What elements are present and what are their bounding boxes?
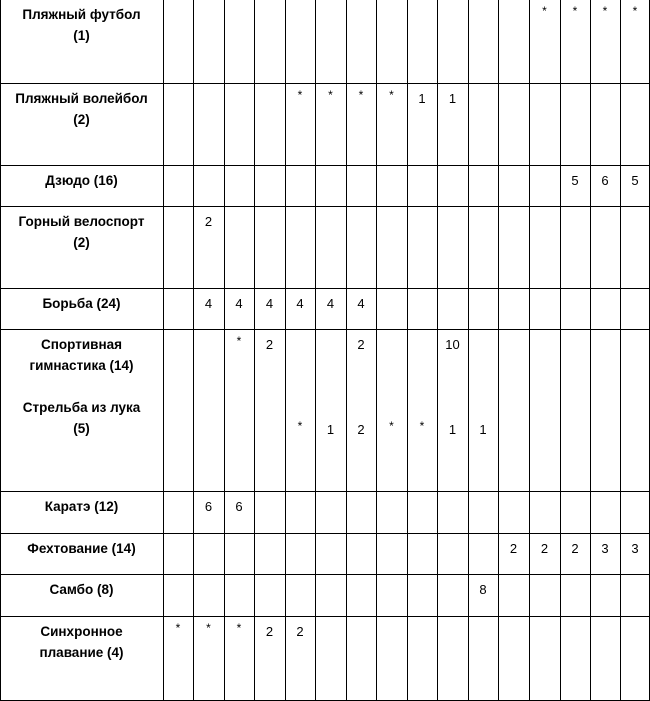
schedule-value: 4: [296, 296, 304, 311]
schedule-value: 1: [448, 422, 457, 437]
sport-name-line: (1): [73, 28, 90, 43]
schedule-mark-star: *: [542, 4, 547, 18]
schedule-value: 2: [357, 337, 365, 352]
sport-name-line: (2): [73, 235, 90, 250]
schedule-value: 2: [540, 541, 549, 556]
schedule-value: 2: [265, 624, 274, 639]
schedule-value: 2: [357, 422, 365, 437]
schedule-value: 1: [479, 422, 487, 437]
schedule-mark-star: *: [572, 4, 578, 18]
table-body: [15, 4, 638, 660]
schedule-mark-star: *: [297, 419, 303, 433]
sport-name-line: гимнастика (14): [29, 358, 134, 373]
sport-name-line: (2): [73, 112, 90, 127]
sport-name-line: Горный велоспорт: [18, 214, 145, 229]
schedule-value: 2: [571, 541, 579, 556]
schedule-mark-star: *: [419, 419, 425, 433]
schedule-mark-star: *: [358, 88, 364, 102]
schedule-value: 4: [204, 296, 213, 311]
sport-name-line: Синхронное: [40, 624, 123, 639]
sport-name-line: Фехтование (14): [27, 541, 136, 556]
sport-name-line: Борьба (24): [42, 296, 121, 311]
schedule-value: 6: [601, 173, 609, 188]
schedule-value: 10: [445, 337, 460, 352]
sport-name-line: плавание (4): [39, 645, 124, 660]
schedule-value: 3: [631, 541, 639, 556]
schedule-value: 4: [326, 296, 335, 311]
schedule-mark-star: *: [175, 621, 181, 635]
sport-name-line: Стрельба из лука: [22, 400, 141, 415]
sport-name-line: Каратэ (12): [44, 499, 119, 514]
schedule-value: 2: [265, 337, 274, 352]
schedule-mark-star: *: [389, 419, 394, 433]
sport-name-line: Пляжный волейбол: [15, 91, 148, 106]
schedule-value: 6: [204, 499, 213, 514]
sport-name-line: Пляжный футбол: [22, 7, 141, 22]
sport-name-line: Дзюдо (16): [45, 173, 118, 188]
schedule-mark-star: *: [602, 4, 608, 18]
schedule-value: 5: [631, 173, 639, 188]
sport-name-line: (5): [73, 421, 90, 436]
schedule-mark-star: *: [206, 621, 211, 635]
schedule-value: 1: [418, 91, 426, 106]
schedule-value: 3: [601, 541, 609, 556]
schedule-value: 1: [448, 91, 457, 106]
schedule-mark-star: *: [389, 88, 394, 102]
schedule-value: 2: [296, 624, 304, 639]
schedule-value: 2: [509, 541, 518, 556]
schedule-mark-star: *: [236, 334, 242, 348]
schedule-mark-star: *: [297, 88, 303, 102]
schedule-mark-star: *: [328, 88, 333, 102]
schedule-value: 5: [571, 173, 579, 188]
schedule-mark-star: *: [632, 4, 638, 18]
schedule-value: 4: [265, 296, 274, 311]
schedule-value: 2: [204, 214, 213, 229]
schedule-mark-star: *: [236, 621, 242, 635]
schedule-value: 1: [326, 422, 335, 437]
schedule-value: 4: [357, 296, 365, 311]
sport-name-line: Самбо (8): [49, 582, 114, 597]
schedule-value: 4: [235, 296, 243, 311]
schedule-value: 6: [235, 499, 243, 514]
schedule-value: 8: [479, 582, 487, 597]
sport-name-line: Спортивная: [41, 337, 122, 352]
